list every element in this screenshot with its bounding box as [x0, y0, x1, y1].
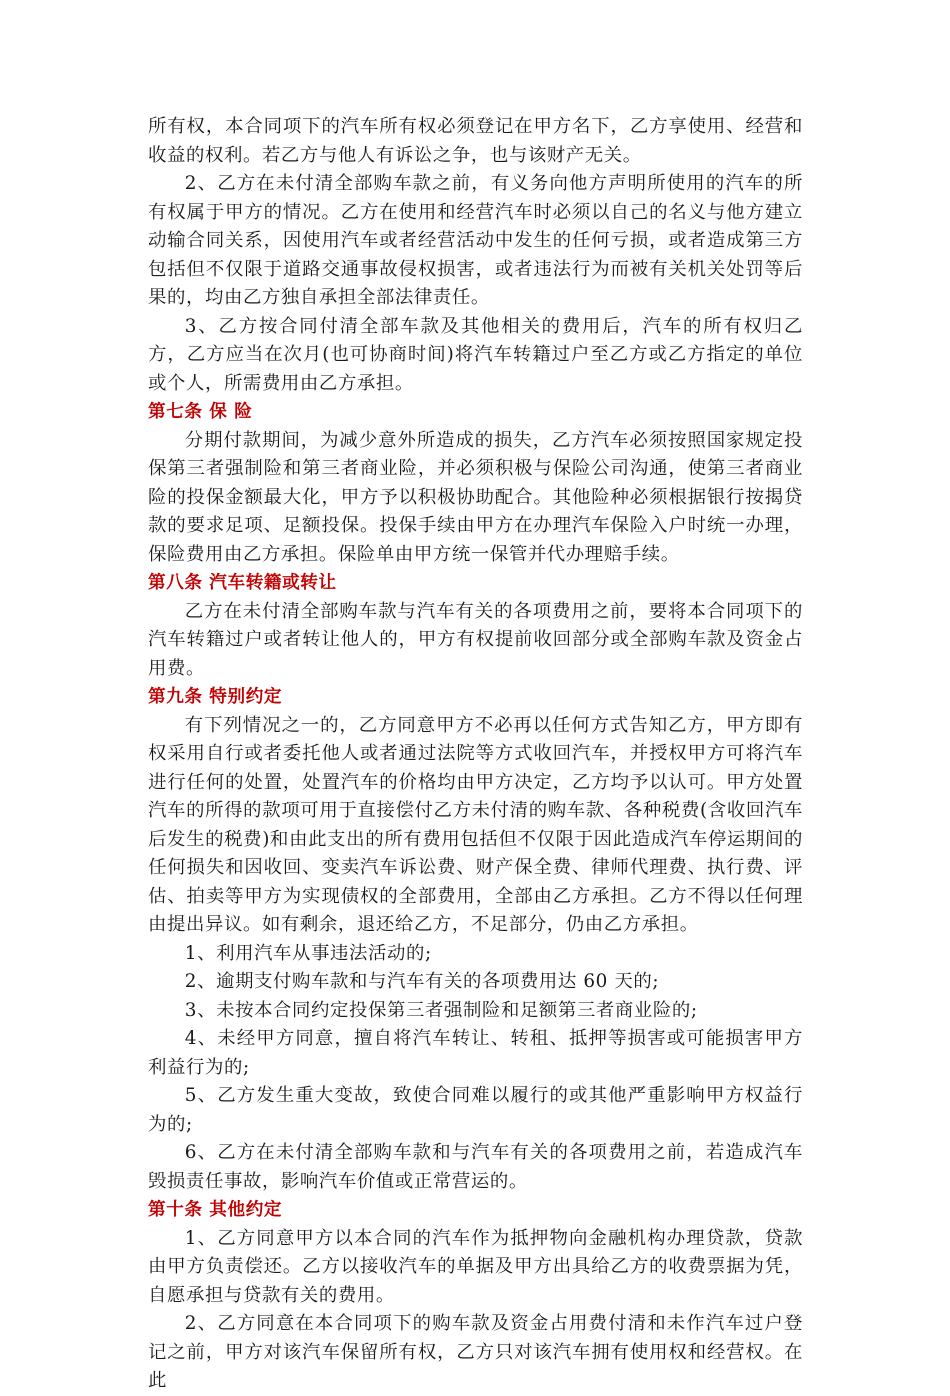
paragraph-ownership: 所有权，本合同项下的汽车所有权必须登记在甲方名下，乙方享使用、经营和收益的权利。若乙方与他人有诉讼之争，也与该财产无关。: [148, 116, 803, 166]
article-8-body: 乙方在未付清全部购车款与汽车有关的各项费用之前，要将本合同项下的汽车转籍过户或者转让他人的，甲方有权提前收回部分或全部购车款及资金占用费。: [148, 600, 803, 679]
article-10-item: 2、乙方同意在本合同项下的购车款及资金占用费付清和未作汽车过户登记之前，甲方对该汽车保留所有权，乙方只对该汽车拥有使用权和经营权。在此: [148, 1313, 803, 1391]
article-10-heading: 第十条 其他约定: [148, 1200, 283, 1220]
article-9-body: 有下列情况之一的，乙方同意甲方不必再以任何方式告知乙方，甲方即有权采用自行或者委托他人或者通过法院等方式收回汽车，并授权甲方可将汽车进行任何的处置，处置汽车的价格均由甲方决定，乙方均予以认可。甲方处置汽车的所得的款项可用于直接偿付乙方未付清的购车款、各种税费(含收回汽车后发生的税费)和由此支出的所有费用包括但不仅限于因此造成汽车停运期间的任何损失和因收回、变卖汽车诉讼费、财产保全费、律师代理费、执行费、评估、拍卖等甲方为实现债权的全部费用，全部由乙方承担。乙方不得以任何理由提出异议。如有剩余，退还给乙方，不足部分，仍由乙方承担。: [148, 714, 803, 935]
contract-page: [148, 113, 803, 1396]
article-9-item: 3、未按本合同约定投保第三者强制险和足额第三者商业险的;: [184, 999, 698, 1021]
article-7-heading: 第七条 保 险: [148, 402, 253, 422]
article-9-item: 4、未经甲方同意，擅自将汽车转让、转租、抵押等损害或可能损害甲方利益行为的;: [148, 1028, 803, 1078]
article-9-item: 5、乙方发生重大变故，致使合同难以履行的或其他严重影响甲方权益行为的;: [148, 1085, 803, 1135]
article-9-item: 2、逾期支付购车款和与汽车有关的各项费用达 60 天的;: [184, 971, 660, 992]
article-8-heading: 第八条 汽车转籍或转让: [148, 573, 337, 593]
article-9-heading: 第九条 特别约定: [148, 687, 283, 707]
paragraph-clause-3: 3、乙方按合同付清全部车款及其他相关的费用后，汽车的所有权归乙方，乙方应当在次月(也可协商时间)将汽车转籍过户至乙方或乙方指定的单位或个人，所需费用由乙方承担。: [148, 315, 803, 394]
article-9-item: 6、乙方在未付清全部购车款和与汽车有关的各项费用之前，若造成汽车毁损责任事故，影响汽车价值或正常营运的。: [148, 1142, 803, 1192]
article-9-item: 1、利用汽车从事违法活动的;: [184, 942, 432, 964]
article-7-body: 分期付款期间，为减少意外所造成的损失，乙方汽车必须按照国家规定投保第三者强制险和第三者商业险，并必须积极与保险公司沟通，使第三者商业险的投保金额最大化，甲方予以积极协助配合。其他险种必须根据银行按揭贷款的要求足项、足额投保。投保手续由甲方在办理汽车保险入户时统一办理，保险费用由乙方承担。保险单由甲方统一保管并代办理赔手续。: [148, 429, 803, 565]
paragraph-clause-2: 2、乙方在未付清全部购车款之前，有义务向他方声明所使用的汽车的所有权属于甲方的情况。乙方在使用和经营汽车时必须以自己的名义与他方建立动输合同关系，因使用汽车或者经营活动中发生的任何亏损，或者造成第三方包括但不仅限于道路交通事故侵权损害，或者违法行为而被有关机关处罚等后果的，均由乙方独自承担全部法律责任。: [148, 173, 803, 308]
article-10-item: 1、乙方同意甲方以本合同的汽车作为抵押物向金融机构办理贷款，贷款由甲方负责偿还。乙方以接收汽车的单据及甲方出具给乙方的收费票据为凭，自愿承担与贷款有关的费用。: [148, 1227, 803, 1306]
